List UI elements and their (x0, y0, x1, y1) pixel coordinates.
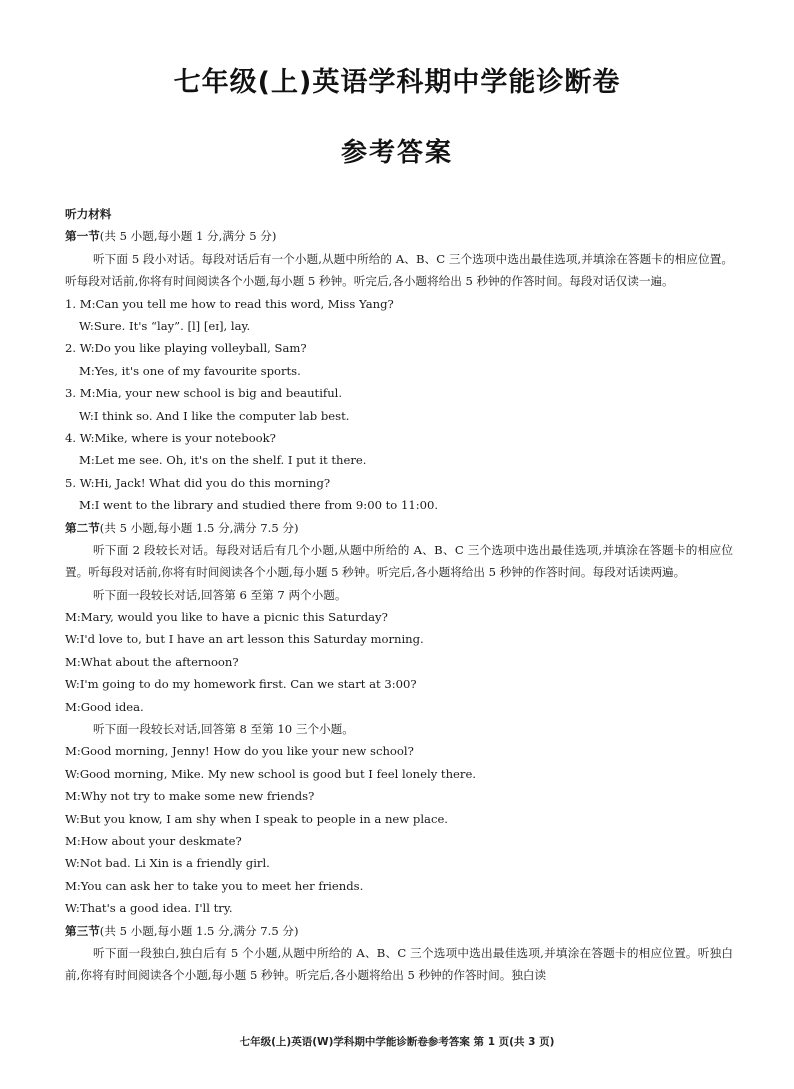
part2-instructions: 听下面 2 段较长对话。每段对话后有几个小题,从题中所给的 A、B、C 三个选项中选出最佳选项,并填涂在答题卡的相应位置。听每段对话前,你将有时间阅读各个小题,每小题 5 秒钟。听完后,各小题将给出 5 秒钟的作答时间。每段对话读两遍。 (65, 542, 733, 580)
dialogue-line: M:Good idea. (65, 699, 144, 714)
dialogue-line: M:You can ask her to take you to meet her friends. (65, 878, 364, 893)
dialogue-line: M:Why not try to make some new friends? (65, 789, 315, 804)
part3-instructions: 听下面一段独白,独白后有 5 个小题,从题中所给的 A、B、C 三个选项中选出最佳选项,并填涂在答题卡的相应位置。听独白前,你将有时间阅读各个小题,每小题 5 秒钟。听完后,各小题将给出 5 秒钟的作答时间。独白读 (65, 945, 733, 983)
dialogue-line: 4. W:Mike, where is your notebook? (65, 430, 276, 445)
page-subtitle: 参考答案 (340, 138, 453, 168)
dialogue-line: W:That's a good idea. I'll try. (65, 901, 233, 916)
part2-title: 第二节 (65, 520, 100, 535)
dialogue-line: M:Mary, would you like to have a picnic this Saturday? (65, 610, 388, 625)
dialogue-line: 3. M:Mia, your new school is big and beautiful. (65, 386, 343, 401)
part3-heading (65, 920, 733, 942)
dialogue-line: 2. W:Do you like playing volleyball, Sam? (65, 341, 307, 356)
part2-heading (65, 517, 733, 539)
dialogue-line: W:Not bad. Li Xin is a friendly girl. (65, 856, 270, 871)
dialogue-line: W:I'm going to do my homework first. Can we start at 3:00? (65, 677, 417, 692)
dialogue-line: W:I'd love to, but I have an art lesson this Saturday morning. (65, 632, 424, 647)
section-label: 听力材料 (65, 207, 112, 221)
dialogue-line: W:Sure. It's “lay”. [l] [eɪ], lay. (79, 318, 251, 333)
part1-instructions: 听下面 5 段小对话。每段对话后有一个小题,从题中所给的 A、B、C 三个选项中选出最佳选项,并填涂在答题卡的相应位置。听每段对话前,你将有时间阅读各个小题,每小题 5 秒钟。听完后,各小题将给出 5 秒钟的作答时间。每段对话仅读一遍。 (65, 251, 733, 289)
dialogue-intro: 听下面一段较长对话,回答第 8 至第 10 三个小题。 (93, 722, 354, 737)
dialogue-line: M:Good morning, Jenny! How do you like your new school? (65, 744, 414, 759)
dialogue-line: 1. M:Can you tell me how to read this word, Miss Yang? (65, 296, 394, 311)
part3-note: (共 5 小题,每小题 1.5 分,满分 7.5 分) (99, 923, 299, 938)
dialogue-line: M:I went to the library and studied there from 9:00 to 11:00. (79, 498, 439, 513)
dialogue-intro: 听下面一段较长对话,回答第 6 至第 7 两个小题。 (93, 587, 347, 602)
part2-note: (共 5 小题,每小题 1.5 分,满分 7.5 分) (99, 520, 299, 535)
part3-title: 第三节 (65, 923, 100, 938)
page-footer: 七年级(上)英语(W)学科期中学能诊断卷参考答案 第 1 页(共 3 页) (239, 1036, 555, 1048)
dialogue-line: W:Good morning, Mike. My new school is good but I feel lonely there. (65, 766, 477, 781)
dialogue-line: M:Let me see. Oh, it's on the shelf. I put it there. (79, 453, 367, 468)
dialogue-line: M:Yes, it's one of my favourite sports. (79, 363, 301, 378)
dialogue-line: M:How about your deskmate? (65, 834, 242, 848)
listening-material (65, 203, 733, 987)
dialogue-line: 5. W:Hi, Jack! What did you do this morning? (65, 475, 331, 490)
dialogue-line: M:What about the afternoon? (65, 654, 239, 669)
part1-heading (65, 225, 733, 247)
dialogue-line: W:But you know, I am shy when I speak to people in a new place. (65, 811, 448, 826)
page-title: 七年级(上)英语学科期中学能诊断卷 (173, 67, 621, 98)
part1-title: 第一节 (65, 229, 100, 244)
dialogue-line: W:I think so. And I like the computer lab best. (79, 408, 350, 423)
part1-note: (共 5 小题,每小题 1 分,满分 5 分) (99, 229, 277, 244)
